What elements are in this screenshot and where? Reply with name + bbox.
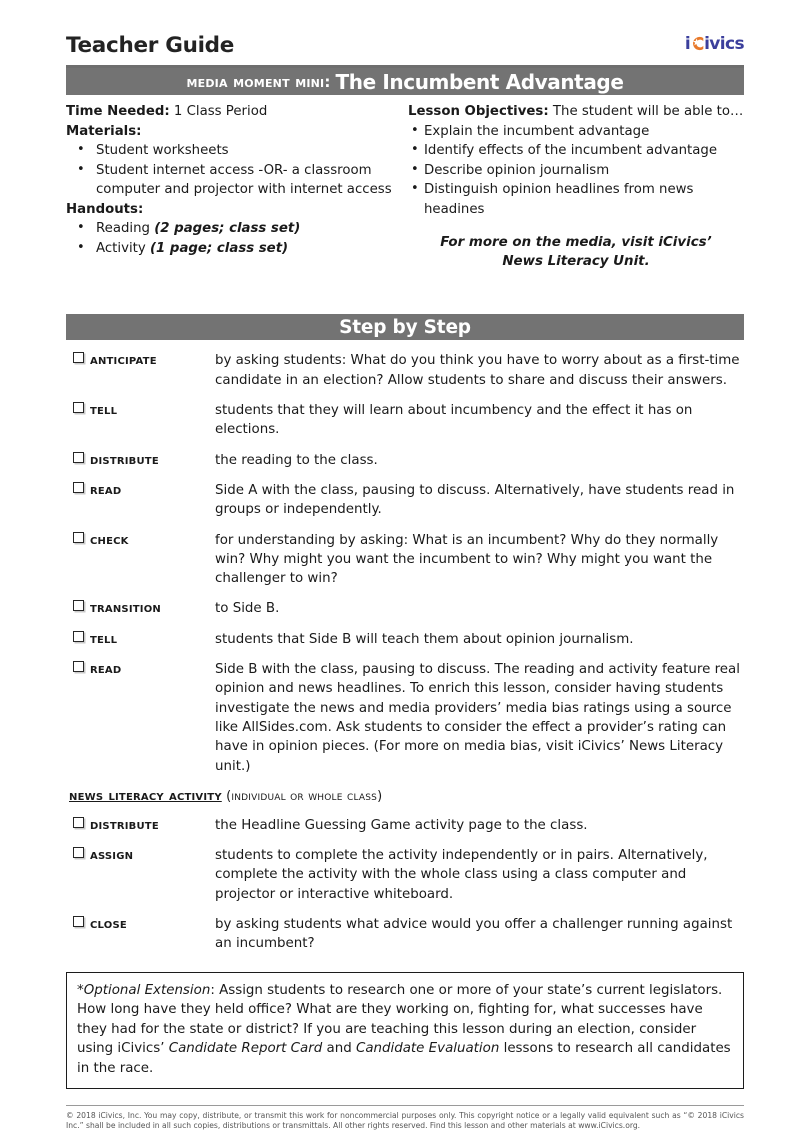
footer-divider [66,1105,744,1106]
checkbox-icon[interactable] [73,402,84,413]
extension-marker: * [77,982,84,998]
materials-label: Materials: [66,123,142,139]
page-header [66,34,744,64]
step-label: tell [66,401,211,440]
objectives-row [408,102,744,122]
page-title: Teacher Guide [66,33,235,58]
time-needed-value: 1 Class Period [173,104,268,119]
step-row [66,846,744,904]
step-label: tell [66,630,211,649]
time-needed-row [66,102,402,122]
checkbox-icon[interactable] [73,847,84,858]
objectives-intro: The student will be able to… [552,104,744,119]
step-label: anticipate [66,351,211,390]
handout-note: (1 page; class set) [149,240,289,256]
checkbox-icon[interactable] [73,817,84,828]
time-needed-label: Time Needed: [66,104,170,119]
info-column-left [66,102,402,271]
checkbox-icon[interactable] [73,452,84,463]
step-list [66,351,744,953]
step-row [66,660,744,776]
list-item: • Distinguish opinion headlines from news headines [408,180,744,219]
checkbox-icon[interactable] [73,532,84,543]
step-row [66,481,744,520]
extension-text-3: lessons to research all candidates in the race. [77,1041,731,1076]
list-item [66,239,402,259]
extension-text-1: : Assign students to research one or more of your state’s current legislators. How long have they held office? What are they working on, fighting for, what successes have they had for the state or district? If you are teaching this lesson during an election, consider using iCivics’ [77,982,723,1057]
list-item: • Student worksheets [66,141,402,161]
activity-heading-note: (individual or whole class) [226,788,383,804]
logo-star-c-icon [690,36,705,51]
step-row [66,451,744,470]
lesson-title: The Incumbent Advantage [335,69,624,94]
step-body: to Side B. [215,601,280,617]
handout-name: Activity [96,240,146,256]
checkbox-icon[interactable] [73,600,84,611]
step-body: students to complete the activity independently or in pairs. Alternatively, complete the activity with the whole class using a class computer and projector or interactive whiteboard. [215,848,708,902]
list-item: • Describe opinion journalism [408,161,744,181]
step-body: for understanding by asking: What is an incumbent? Why do they normally win? Why might you want the incumbent to win? Why might you want the challenger to win? [215,532,719,587]
step-row [66,401,744,440]
step-by-step-band [66,314,744,340]
step-body: by asking students what advice would you offer a challenger running against an incumbent? [215,917,733,952]
step-by-step-heading: Step by Step [339,316,471,338]
step-body: Side A with the class, pausing to discuss. Alternatively, have students read in groups or independently. [215,482,735,518]
checkbox-icon[interactable] [73,352,84,363]
checkbox-icon[interactable] [73,482,84,493]
step-row [66,915,744,954]
handouts-list [66,219,402,258]
lesson-info [66,102,744,271]
activity-heading-text: news literacy activity [69,787,222,804]
list-item: • Student internet access -OR- a classroom computer and projector with internet access [66,161,402,200]
handout-note: (2 pages; class set) [154,221,301,236]
logo-text-ivics: ivics [704,34,744,54]
icivics-logo [685,35,744,54]
objectives-list [408,122,744,220]
extension-lesson-1: Candidate Report Card [168,1041,323,1057]
list-item: • Identify effects of the incumbent advantage [408,141,744,161]
step-body: Side B with the class, pausing to discuss. The reading and activity feature real opinion and news headlines. To enrich this lesson, consider having students investigate the news and media providers’ media bias ratings using a source like AllSides.com. Ask students to consider the effect a provider’s rating can have in opinion pieces. (For more on media bias, visit iCivics’ News Literacy unit.) [215,662,740,774]
step-row [66,351,744,390]
lesson-title-band [66,68,744,95]
step-row [66,630,744,649]
step-body: by asking students: What do you think you have to worry about as a first-time candidate in an election? Allow students to share and discuss their answers. [215,353,740,388]
objectives-note: For more on the media, visit iCivics’ News Literacy Unit. [440,235,712,270]
series-label: media moment mini: [186,72,331,91]
step-body: students that Side B will teach them about opinion journalism. [215,631,634,647]
handouts-label: Handouts: [66,201,144,217]
checkbox-icon[interactable] [73,661,84,672]
info-column-right [408,102,744,271]
objectives-label: Lesson Objectives: [408,104,549,119]
optional-extension-box [66,972,744,1089]
logo-text-i: i [684,34,691,54]
materials-list [66,141,402,200]
step-body: the reading to the class. [215,452,378,468]
step-row [66,816,744,835]
step-label: assign [66,846,211,904]
news-literacy-activity-heading [66,787,744,806]
step-body: students that they will learn about incumbency and the effect it has on elections. [215,403,693,438]
footer-copyright: © 2018 iCivics, Inc. You may copy, distribute, or transmit this work for noncommercial purposes only. This copyright notice or a legally valid equivalent such as “© 2018 iCivics Inc.” shall be included in all such copies, distributions or transmittals. All other rights reserved. Find this lesson and other materials at www.iCivics.org. [66,1110,744,1131]
extension-title: Optional Extension [83,982,211,998]
step-row [66,531,744,589]
checkbox-icon[interactable] [73,631,84,642]
list-item: • Explain the incumbent advantage [408,122,744,142]
step-row [66,599,744,618]
step-label: distribute [66,816,211,835]
list-item [66,219,402,239]
step-label: read [66,481,211,520]
step-label: read [66,660,211,776]
step-label: check [66,531,211,589]
step-label: distribute [66,451,211,470]
extension-text-2: and [322,1041,356,1057]
handout-name: Reading [96,221,150,236]
extension-lesson-2: Candidate Evaluation [355,1041,500,1057]
step-label: close [66,915,211,954]
step-body: the Headline Guessing Game activity page to the class. [215,817,588,833]
step-label: transition [66,599,211,618]
checkbox-icon[interactable] [73,916,84,927]
